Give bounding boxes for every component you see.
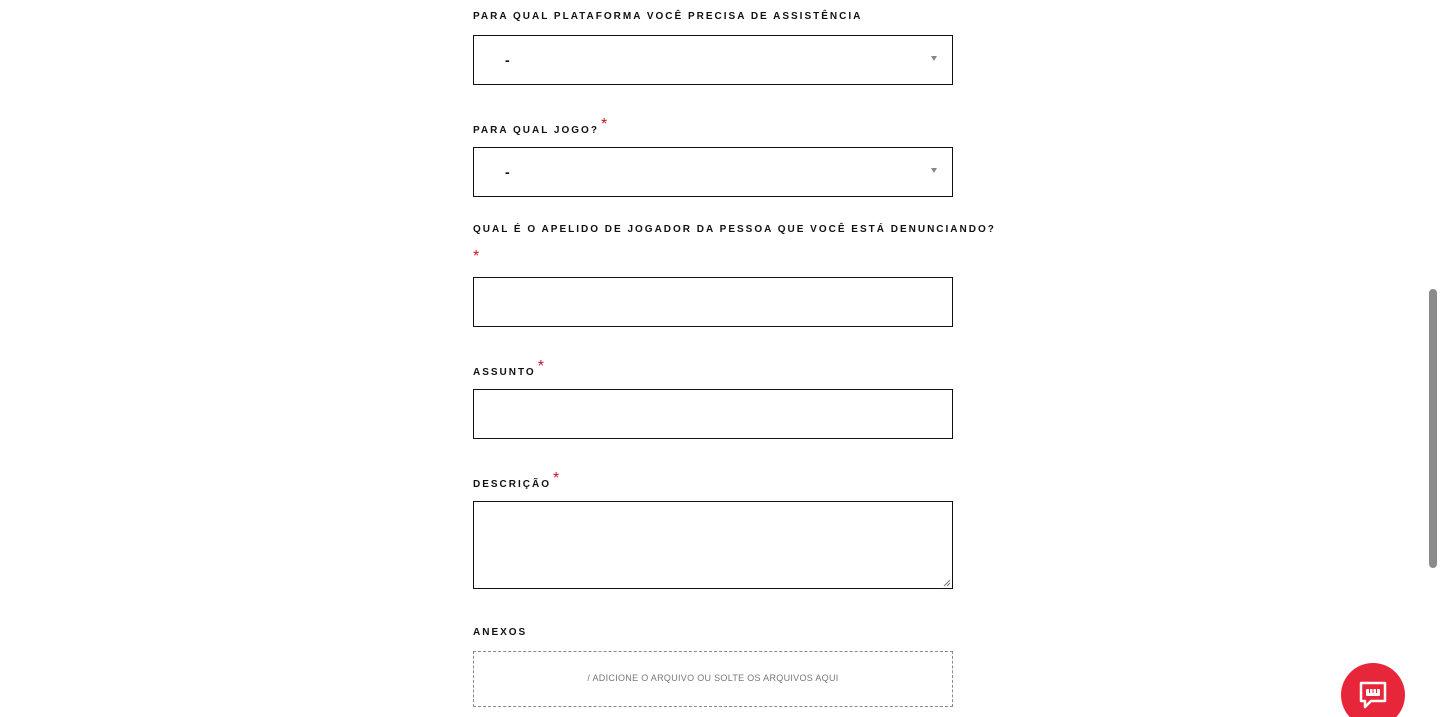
chevron-down-icon xyxy=(931,56,937,61)
required-marker: * xyxy=(537,358,544,375)
subject-label xyxy=(473,358,544,380)
platform-select[interactable] xyxy=(473,35,953,85)
subject-label-text: ASSUNTO xyxy=(473,367,536,378)
platform-select-value: - xyxy=(505,52,510,68)
page-scrollbar[interactable] xyxy=(1426,0,1440,717)
platform-label xyxy=(473,10,862,24)
chat-fist-icon xyxy=(1358,680,1388,710)
scrollbar-thumb[interactable] xyxy=(1429,289,1437,568)
platform-label-text: PARA QUAL PLATAFORMA VOCÊ PRECISA DE ASSISTÊNCIA xyxy=(473,11,863,22)
reported-player-input[interactable] xyxy=(473,277,953,327)
game-select[interactable] xyxy=(473,147,953,197)
subject-input[interactable] xyxy=(473,389,953,439)
reported-player-label-text: QUAL É O APELIDO DE JOGADOR DA PESSOA QUE VOCÊ ESTÁ DENUNCIANDO? xyxy=(473,224,996,235)
chat-button[interactable] xyxy=(1341,663,1405,717)
dropzone-text: / ADICIONE O ARQUIVO OU SOLTE OS ARQUIVOS AQUI xyxy=(587,673,839,683)
attachments-dropzone[interactable] xyxy=(473,651,953,707)
required-marker: * xyxy=(473,248,480,265)
game-label-text: PARA QUAL JOGO? xyxy=(473,125,599,136)
required-marker: * xyxy=(553,470,560,487)
game-select-value: - xyxy=(505,164,510,180)
description-textarea[interactable] xyxy=(473,501,953,589)
required-marker: * xyxy=(600,116,608,133)
attachments-label xyxy=(473,626,527,640)
description-label-text: DESCRIÇÃO xyxy=(473,479,552,490)
chevron-down-icon xyxy=(931,168,937,173)
reported-player-label xyxy=(473,223,996,237)
game-label xyxy=(473,116,608,138)
resize-grip-icon[interactable] xyxy=(943,579,951,587)
attachments-label-text: ANEXOS xyxy=(473,627,528,638)
description-label xyxy=(473,470,560,492)
